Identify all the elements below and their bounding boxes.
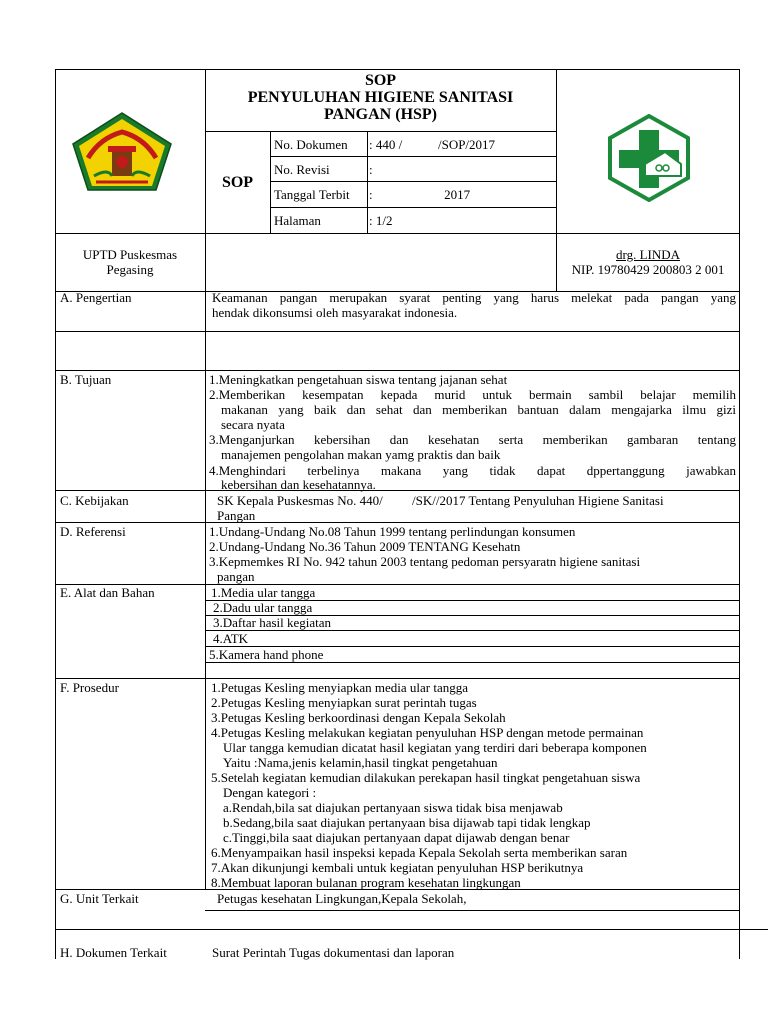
prosedur-step: 6.Menyampaikan hasil inspeksi kepada Kepala Sekolah serta memberikan saran bbox=[211, 845, 628, 860]
divider bbox=[270, 181, 556, 182]
divider bbox=[205, 630, 740, 631]
prosedur-step: a.Rendah,bila sat diajukan pertanyaan siswa tidak bisa menjawab bbox=[223, 800, 563, 815]
prosedur-step: Yaitu :Nama,jenis kelamin,hasil tingkat pengetahuan bbox=[223, 755, 498, 770]
divider bbox=[55, 331, 740, 332]
divider bbox=[205, 910, 740, 911]
section-label-referensi: D. Referensi bbox=[60, 524, 126, 539]
tujuan-item: 2.Memberikan kesempatan kepada murid untuk bermain sambil belajar memilih bbox=[209, 387, 736, 402]
field-label-halaman: Halaman bbox=[274, 213, 321, 228]
divider bbox=[55, 490, 740, 491]
prosedur-step: 5.Setelah kegiatan kemudian dilakukan perekapan hasil tingkat pengetahuan siswa bbox=[211, 770, 641, 785]
field-label-no-dokumen: No. Dokumen bbox=[274, 137, 348, 152]
referensi-item: 3.Kepmemkes RI No. 942 tahun 2003 tentang pedoman persyaratn higiene sanitasi bbox=[209, 554, 641, 569]
referensi-item: 1.Undang-Undang No.08 Tahun 1999 tentang perlindungan konsumen bbox=[209, 524, 576, 539]
prosedur-step: c.Tinggi,bila saat diajukan pertanyaan dapat dijawab dengan benar bbox=[223, 830, 570, 845]
pengertian-text: Keamanan pangan merupakan syarat penting yang harus melekat pada pangan yang bbox=[212, 290, 736, 305]
section-label-alat: E. Alat dan Bahan bbox=[60, 585, 155, 600]
section-label-pengertian: A. Pengertian bbox=[60, 290, 132, 305]
prosedur-step: b.Sedang,bila saat diajukan pertanyaan bisa dijawab tapi tidak lengkap bbox=[223, 815, 591, 830]
sop-heading: SOP bbox=[364, 72, 397, 89]
tujuan-item: secara nyata bbox=[221, 417, 285, 432]
kebijakan-text: SK Kepala Puskesmas No. 440/ /SK//2017 Tentang Penyuluhan Higiene Sanitasi bbox=[217, 493, 664, 508]
tujuan-item: manajemen pengolahan makan yamg praktis dan baik bbox=[221, 447, 501, 462]
divider bbox=[270, 156, 556, 157]
field-label-no-revisi: No. Revisi bbox=[274, 162, 330, 177]
divider bbox=[367, 131, 368, 233]
regency-emblem-logo bbox=[70, 110, 175, 194]
tujuan-item: 1.Meningkatkan pengetahuan siswa tentang jajanan sehat bbox=[209, 372, 508, 387]
prosedur-step: Dengan kategori : bbox=[223, 785, 317, 800]
divider bbox=[55, 370, 740, 371]
tujuan-item: kebersihan dan kesehatannya. bbox=[221, 477, 376, 492]
section-label-tujuan: B. Tujuan bbox=[60, 372, 112, 387]
section-label-dokumen-terkait: H. Dokumen Terkait bbox=[60, 945, 167, 960]
alat-item: 5.Kamera hand phone bbox=[209, 647, 324, 662]
divider bbox=[55, 584, 740, 585]
signer-nip: NIP. 19780429 200803 2 001 bbox=[571, 262, 725, 277]
field-value-tanggal-terbit: : 2017 bbox=[369, 187, 471, 202]
dokumen-terkait-text: Surat Perintah Tugas dokumentasi dan laporan bbox=[212, 945, 455, 960]
divider bbox=[270, 207, 556, 208]
divider bbox=[205, 291, 206, 889]
referensi-item: pangan bbox=[217, 569, 255, 584]
divider bbox=[205, 662, 740, 663]
divider bbox=[270, 131, 271, 233]
prosedur-step: 1.Petugas Kesling menyiapkan media ular tangga bbox=[211, 680, 469, 695]
sop-label: SOP bbox=[221, 174, 254, 191]
field-label-tanggal-terbit: Tanggal Terbit bbox=[274, 187, 350, 202]
prosedur-step: 4.Petugas Kesling melakukan kegiatan penyuluhan HSP dengan metode permainan bbox=[211, 725, 644, 740]
prosedur-step: 7.Akan dikunjungi kembali untuk kegiatan penyuluhan HSP berikutnya bbox=[211, 860, 584, 875]
puskesmas-logo bbox=[605, 114, 693, 202]
document-title-line1: PENYULUHAN HIGIENE SANITASI bbox=[247, 89, 514, 106]
document-title-line2: PANGAN (HSP) bbox=[323, 106, 438, 123]
field-value-halaman: : 1/2 bbox=[369, 213, 393, 228]
alat-item: 3.Daftar hasil kegiatan bbox=[213, 615, 332, 630]
org-name-line2: Pegasing bbox=[106, 262, 154, 277]
divider bbox=[55, 678, 740, 679]
alat-item: 4.ATK bbox=[213, 631, 249, 646]
alat-item: 2.Dadu ular tangga bbox=[213, 600, 313, 615]
divider bbox=[205, 131, 556, 132]
section-label-unit-terkait: G. Unit Terkait bbox=[60, 891, 139, 906]
section-label-prosedur: F. Prosedur bbox=[60, 680, 119, 695]
prosedur-step: 8.Membuat laporan bulanan program kesehatan lingkungan bbox=[211, 875, 521, 890]
divider bbox=[55, 233, 740, 234]
pengertian-text: hendak dikonsumsi oleh masyarakat indonesia. bbox=[212, 305, 458, 320]
divider bbox=[55, 929, 768, 930]
prosedur-step: Ular tangga kemudian dicatat hasil kegiatan yang terdiri dari beberapa komponen bbox=[223, 740, 647, 755]
alat-item: 1.Media ular tangga bbox=[211, 585, 316, 600]
field-value-no-revisi: : bbox=[369, 162, 373, 177]
tujuan-item: 3.Menganjurkan kebersihan dan kesehatan serta memberikan gambaran tentang bbox=[209, 432, 736, 447]
tujuan-item: 4.Menghindari terbelinya makana yang tidak dapat dppertanggung jawabkan bbox=[209, 463, 736, 478]
divider bbox=[55, 522, 740, 523]
kebijakan-text: Pangan bbox=[217, 508, 256, 523]
tujuan-item: makanan yang baik dan sehat dan memberikan bantuan dalam mengajarka ilmu gizi bbox=[221, 402, 736, 417]
org-name-line1: UPTD Puskesmas bbox=[82, 247, 178, 262]
unit-terkait-text: Petugas kesehatan Lingkungan,Kepala Sekolah, bbox=[217, 891, 467, 906]
field-value-no-dokumen: : 440 / /SOP/2017 bbox=[369, 137, 496, 152]
signer-name: drg. LINDA bbox=[615, 247, 681, 262]
section-label-kebijakan: C. Kebijakan bbox=[60, 493, 129, 508]
prosedur-step: 2.Petugas Kesling menyiapkan surat perintah tugas bbox=[211, 695, 477, 710]
referensi-item: 2.Undang-Undang No.36 Tahun 2009 TENTANG Kesehatn bbox=[209, 539, 521, 554]
prosedur-step: 3.Petugas Kesling berkoordinasi dengan Kepala Sekolah bbox=[211, 710, 506, 725]
